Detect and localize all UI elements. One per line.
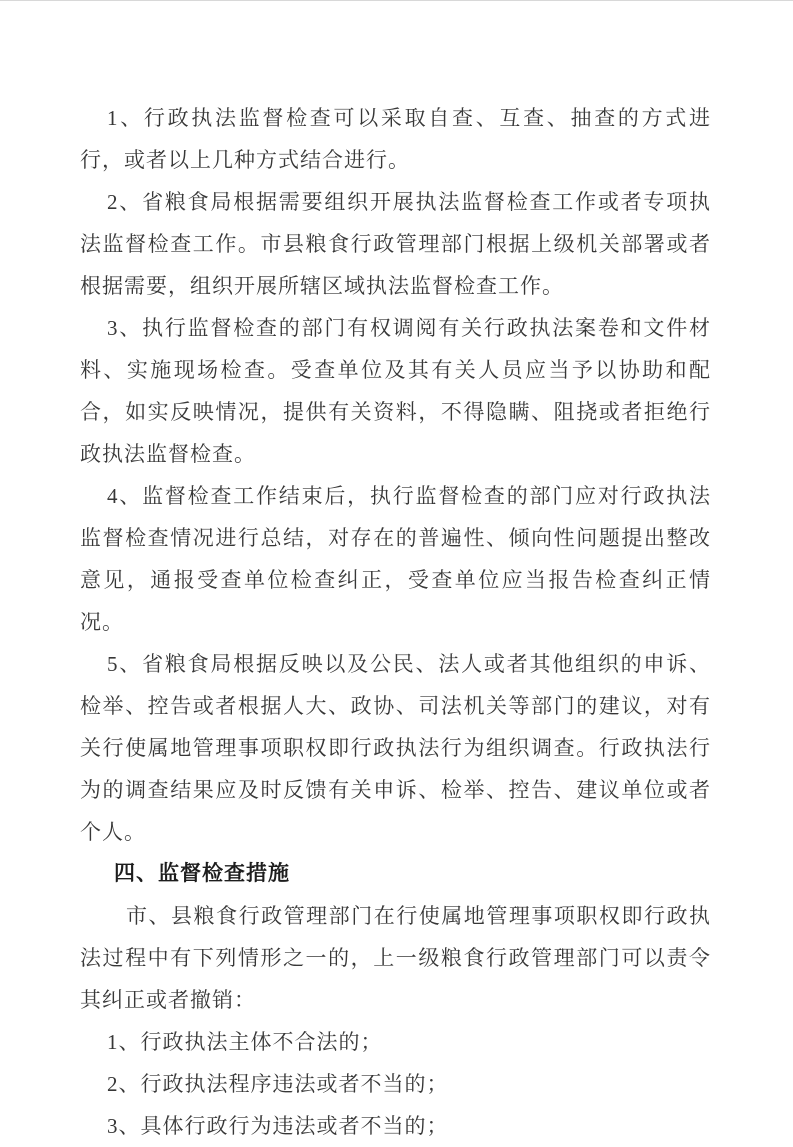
paragraph-item-5: 5、省粮食局根据反映以及公民、法人或者其他组织的申诉、检举、控告或者根据人大、政协、司法机关等部门的建议，对有关行使属地管理事项职权即行政执法行为组织调查。行政执法行为的调查结果应及时反馈有关申诉、检举、控告、建议单位或者个人。 bbox=[80, 652, 711, 844]
paragraph-item-4: 4、监督检查工作结束后，执行监督检查的部门应对行政执法监督检查情况进行总结，对存在的普遍性、倾向性问题提出整改意见，通报受查单位检查纠正，受查单位应当报告检查纠正情况。 bbox=[80, 484, 711, 634]
clause-item-2: 2、行政执法程序违法或者不当的； bbox=[107, 1072, 449, 1096]
paragraph-item-3: 3、执行监督检查的部门有权调阅有关行政执法案卷和文件材料、实施现场检查。受查单位及其有关人员应当予以协助和配合，如实反映情况，提供有关资料，不得隐瞒、阻挠或者拒绝行政执法监督检查。 bbox=[80, 316, 711, 466]
section-heading: 四、监督检查措施 bbox=[114, 862, 290, 885]
clause-item-3: 3、具体行政行为违法或者不当的； bbox=[107, 1114, 449, 1138]
paragraph-item-2: 2、省粮食局根据需要组织开展执法监督检查工作或者专项执法监督检查工作。市县粮食行政管理部门根据上级机关部署或者根据需要，组织开展所辖区域执法监督检查工作。 bbox=[80, 190, 711, 298]
paragraph-item-1: 1、行政执法监督检查可以采取自查、互查、抽查的方式进行，或者以上几种方式结合进行。 bbox=[80, 106, 711, 172]
clause-item-1: 1、行政执法主体不合法的； bbox=[107, 1030, 383, 1054]
intro-paragraph: 市、县粮食行政管理部门在行使属地管理事项职权即行政执法过程中有下列情形之一的，上一级粮食行政管理部门可以责令其纠正或者撤销： bbox=[80, 904, 711, 1012]
